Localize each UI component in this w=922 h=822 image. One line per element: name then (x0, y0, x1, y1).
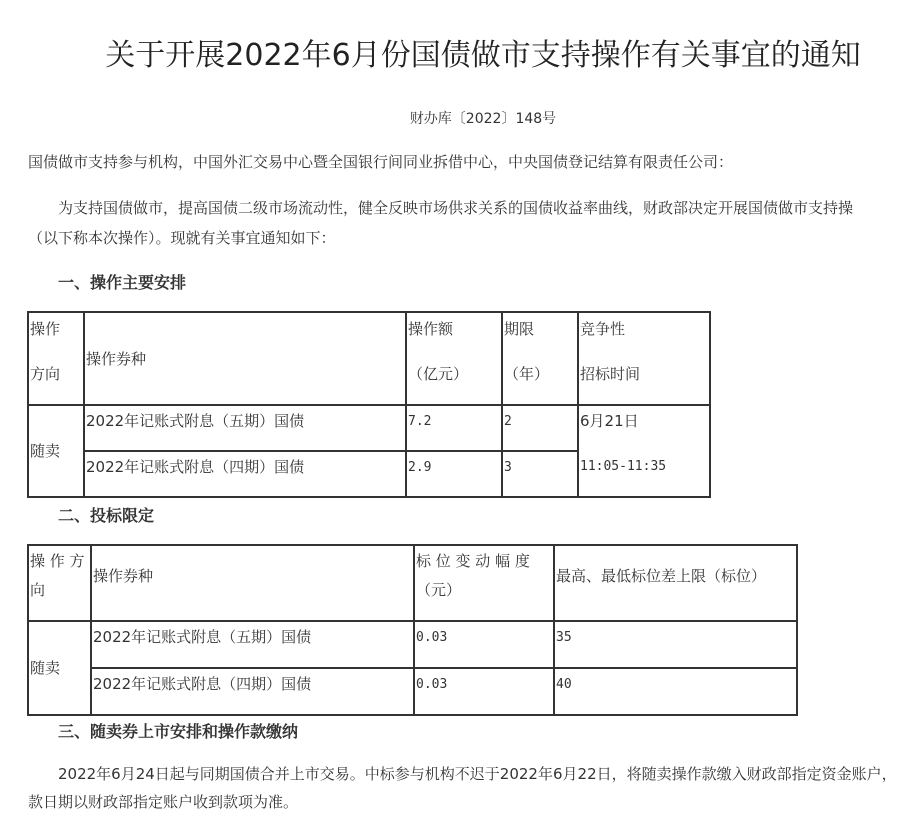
header-bond: 操作券种 (91, 545, 414, 621)
header-time-line1: 竞争性 (580, 320, 626, 338)
table-row (28, 621, 797, 668)
cell-limit: 35 (554, 621, 797, 668)
document-number: 财办库〔2022〕148号 (409, 111, 557, 127)
auction-date: 6月21日 (580, 412, 639, 430)
cell-term: 3 (502, 451, 578, 497)
cell-auction-time (578, 405, 710, 497)
header-change-line1: 标 位 变 动 幅 度 (416, 552, 530, 570)
section-heading-operation: 一、操作主要安排 (58, 273, 187, 292)
header-direction (28, 312, 84, 405)
header-auction-time (578, 312, 710, 405)
header-amount (406, 312, 502, 405)
header-term (502, 312, 578, 405)
section-heading-listing-payment: 三、随卖券上市安排和操作款缴纳 (58, 722, 299, 741)
cell-term: 2 (502, 405, 578, 451)
listing-paragraph-line1: 2022年6月24日起与同期国债合并上市交易。中标参与机构不迟于2022年6月22日，将随卖操作款缴入财政部指定资金账户， (58, 765, 897, 783)
auction-time-range: 11:05-11:35 (580, 459, 667, 474)
cell-bond: 2022年记账式附息（四期）国债 (84, 451, 406, 497)
page-title: 关于开展2022年6月份国债做市支持操作有关事宜的通知 (105, 38, 861, 73)
table-row (28, 405, 710, 451)
section-heading-bidding-limits: 二、投标限定 (58, 506, 155, 525)
cell-bond: 2022年记账式附息（四期）国债 (91, 668, 414, 715)
cell-direction: 随卖 (28, 621, 91, 715)
cell-change: 0.03 (414, 668, 554, 715)
header-bond: 操作券种 (84, 312, 406, 405)
header-direction-line1: 操 作 方 (30, 552, 85, 570)
header-limit: 最高、最低标位差上限（标位） (554, 545, 797, 621)
table-header-row (28, 545, 797, 621)
cell-bond: 2022年记账式附息（五期）国债 (91, 621, 414, 668)
header-change-line2: （元） (416, 581, 462, 599)
table-header-row (28, 312, 710, 405)
cell-direction: 随卖 (28, 405, 84, 497)
intro-paragraph-line1: 为支持国债做市，提高国债二级市场流动性，健全反映市场供求关系的国债收益率曲线，财政部决定开展国债做市支持操 (58, 199, 854, 217)
header-time-line2: 招标时间 (580, 365, 641, 383)
header-amount-line1: 操作额 (408, 320, 454, 338)
listing-paragraph-line2: 款日期以财政部指定账户收到款项为准。 (28, 793, 299, 811)
header-direction (28, 545, 91, 621)
table-row (28, 668, 797, 715)
header-direction-line1: 操作 (30, 320, 61, 338)
cell-amount: 7.2 (406, 405, 502, 451)
header-change (414, 545, 554, 621)
addressee: 国债做市支持参与机构，中国外汇交易中心暨全国银行间同业拆借中心，中央国债登记结算有限责任公司： (28, 153, 734, 171)
header-direction-line2: 方向 (30, 365, 61, 383)
header-amount-line2: （亿元） (408, 365, 469, 383)
cell-amount: 2.9 (406, 451, 502, 497)
header-term-line2: （年） (504, 365, 550, 383)
cell-change: 0.03 (414, 621, 554, 668)
header-term-line1: 期限 (504, 320, 535, 338)
cell-bond: 2022年记账式附息（五期）国债 (84, 405, 406, 451)
operation-table (27, 311, 711, 498)
header-direction-line2: 向 (30, 581, 46, 599)
intro-paragraph-line2: （以下称本次操作）。现就有关事宜通知如下： (28, 229, 336, 247)
bidding-limits-table (27, 544, 798, 716)
cell-limit: 40 (554, 668, 797, 715)
